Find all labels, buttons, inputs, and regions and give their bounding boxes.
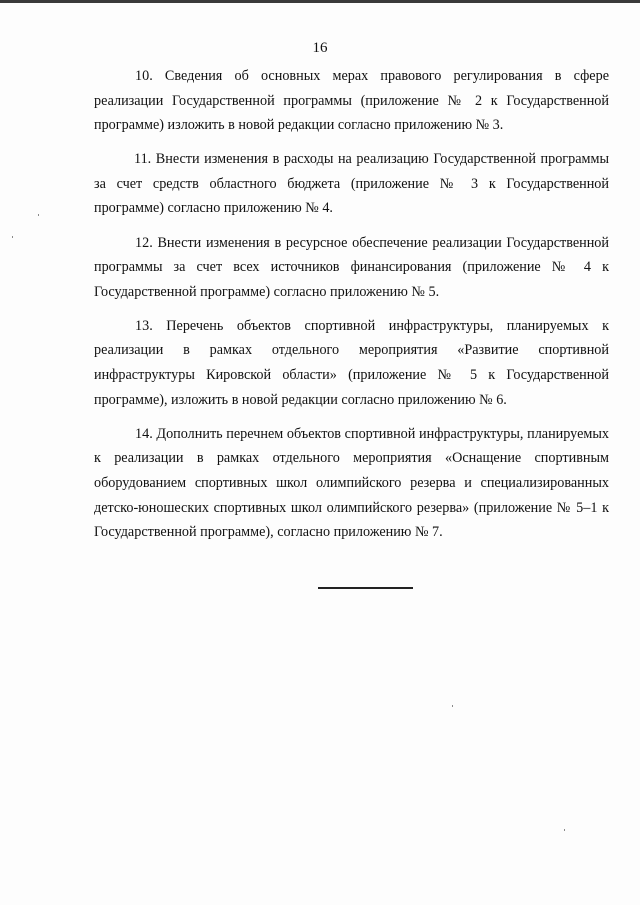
scan-speck: [12, 236, 13, 238]
paragraph-12: 12. Внести изменения в ресурсное обеспечение реализации Государственной программы за счет всех источников финансирования (приложение № 4 к Государственной программе) согласно приложению № 5.: [94, 234, 609, 300]
page-number: 16: [312, 40, 328, 56]
scan-speck: [38, 214, 39, 216]
paragraph-13: 13. Перечень объектов спортивной инфраструктуры, планируемых к реализации в рамках отдельного мероприятия «Развитие спортивной инфраструктуры Кировской области» (приложение № 5 к Государственной программе), изложить в новой редакции согласно приложению № 6.: [94, 317, 609, 408]
scan-speck: [564, 829, 565, 831]
document-end-line: [318, 587, 413, 589]
scan-speck: [452, 705, 453, 707]
paragraph-10: 10. Сведения об основных мерах правового регулирования в сфере реализации Государственной программы (приложение № 2 к Государственной программе) изложить в новой редакции согласно приложению № 3.: [94, 68, 609, 134]
scan-top-edge: [0, 0, 640, 3]
document-body: [94, 64, 609, 554]
paragraph-11: 11. Внести изменения в расходы на реализацию Государственной программы за счет средств областного бюджета (приложение № 3 к Государственной программе) согласно приложению № 4.: [94, 151, 609, 217]
paragraph-14: 14. Дополнить перечнем объектов спортивной инфраструктуры, планируемых к реализации в рамках отдельного мероприятия «Оснащение спортивным оборудованием спортивных школ олимпийского резерва и специализированных детско-юношеских спортивных школ олимпийского резерва» (приложение № 5–1 к Государственной программе), согласно приложению № 7.: [94, 425, 609, 541]
